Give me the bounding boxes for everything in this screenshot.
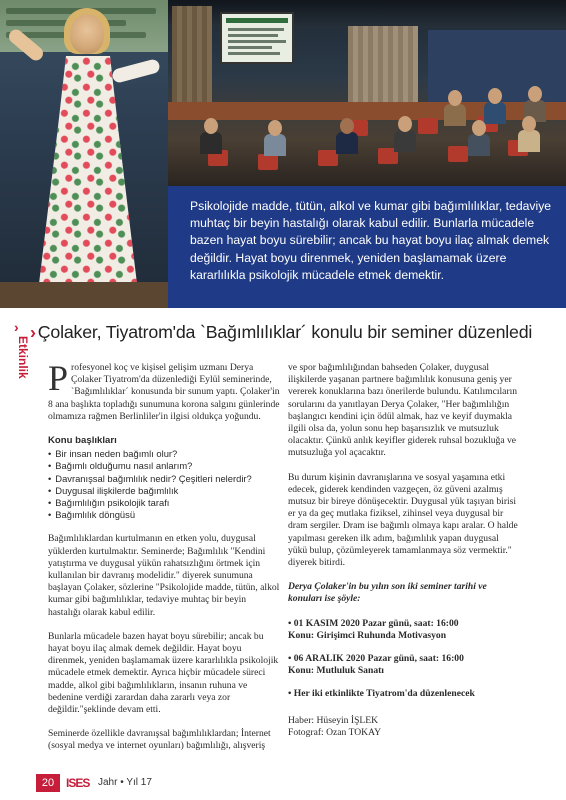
list-item: • Bağımlı olduğumu nasıl anlarım? — [48, 460, 193, 472]
issue-label: Jahr • Yıl 17 — [98, 777, 152, 788]
pull-quote-caption — [168, 186, 566, 308]
page-footer — [0, 772, 566, 800]
credits — [288, 715, 520, 739]
list-item: • Bağımlılığın psikolojik tarafı — [48, 497, 170, 509]
list-item: • Bir insan neden bağımlı olur? — [48, 448, 178, 460]
projector-screen — [220, 12, 294, 64]
event-topic: Konu: Girişimci Ruhunda Motivasyon — [288, 629, 447, 641]
intro-text: rofesyonel koç ve kişisel gelişim uzmanı Derya Çolaker Tiyatrom'da düzenlediği Eylül seminerinde, `Bağımlılıklar´ konusunda bir sunum yaptı. Çolaker'in 8 ana başlıkta topladığı sunumuna korona salgını günlerinde olmamıza rağmen Berlinliler'in ilgisi oldukça yoğundu. — [48, 362, 280, 422]
section-label: Etkinlik — [16, 336, 30, 379]
chevron-right-icon: › — [14, 319, 19, 335]
caption-text: Psikolojide madde, tütün, alkol ve kumar gibi bağımlılıklar, tedaviye muhtaç bir beyin hastalığı olarak kabul edilir. Bunlarla mücadele bazen hayat boyu sürebilir; ancak bu hayat boyu ilaç almak demek değildir. Hayat boyu direnmek, yeniden başlamamak üzere kararlılıkla psikolojik mücadele etmek demektir. — [190, 199, 552, 282]
article-headline — [30, 322, 560, 343]
audience-photo — [168, 0, 566, 186]
schedule-note: • Her iki etkinlikte Tiyatrom'da düzenlenecek — [288, 688, 475, 700]
schedule-event — [288, 618, 520, 642]
topics-title: Konu başlıkları — [48, 435, 117, 447]
body-paragraph: Bunlarla mücadele bazen hayat boyu sürebilir; ancak bu hayat boyu ilaç almak demek değildir. Hayat boyu direnmek, yeniden başlamamak üzere kararlılıkla psikolojik mücadele etmek demektir. Ayrıca hiçbir mücadele süreci madde, alkol gibi bağımlılıkların, insanın ruhuna ve bedenine verdiği zarardan daha zararlı veya zor değildir."şeklinde devam etti. — [48, 630, 279, 716]
body-paragraph: Seminerde özellikle davranışsal bağımlılıklardan; İnternet (sosyal medya ve internet oyunları) bağımlılığı, alışveriş — [48, 728, 271, 752]
magazine-logo: ISES — [66, 776, 90, 790]
page-number: 20 — [36, 774, 60, 792]
body-paragraph: ve spor bağımlılığından bahseden Çolaker, duygusal ilişkilerde yaşanan partnere bağımlılık konusuna geniş yer vererek konuklarına bazı önerilerde bulundu. Katılımcıların sorularını da yanıtlayan Derya Çolaker, "Her bağımlılığın başlangıcı kendini için ödül almak, haz ve keyif duymakla ilgili olsa da, yolun sonu hep başarısızlık ve mutsuzluk olacaktır. Çünkü anlık keyifler giderek ruhsal bozukluğa ve mutsuzluğa yol açacaktır. — [288, 362, 518, 459]
section-tag — [6, 320, 30, 382]
body-paragraph: Bu durum kişinin davranışlarına ve sosyal yaşamına etki edecek, giderek kendinden vazgeçen, öz güveni azalmış mutsuz bir bireye dönüşecektir. Duygusal yük taşıyan birisi er ya da geç mutlaka fiziksel, zihinsel veya duygusal bir dram sergiler. Dram ise bağımlı olmaya kapı aralar. O halde yapılması gereken ilk adım, bağımlılık yapan duygusal yükü bulup, çözümleyerek tamamlanmaya söz vermektir." diyerek bitirdi. — [288, 471, 518, 569]
topics-list — [48, 448, 280, 521]
drop-cap: P — [48, 358, 69, 398]
article-column-right — [288, 362, 520, 739]
intro-paragraph — [48, 358, 280, 423]
reporter-credit: Haber: Hüseyin İŞLEK — [288, 714, 379, 726]
body-paragraph: Bağımlılıklardan kurtulmanın en etken yolu, duygusal yüklerden kurtulmaktır. Seminerde; Bağımlılık "Kendini yatıştırma ve duygusal yükün rahatsızlığını örtmek için kullanılan bir davranış modelidir." diyerek sunumuna başlayan Çolaker, sözlerine "Psikolojide madde, tütün, alkol kumar gibi bağımlılıklar, tedaviye muhtaç bir beyin hastalığı olarak kabul edilir. — [48, 533, 280, 618]
list-item: • Duygusal ilişkilerde bağımlılık — [48, 484, 179, 496]
photographer-credit: Fotograf: Ozan TOKAY — [288, 726, 382, 738]
schedule-event — [288, 653, 520, 677]
schedule-intro: Derya Çolaker'in bu yılın son iki seminer tarihi ve konuları ise şöyle: — [288, 581, 487, 605]
event-date: • 06 ARALIK 2020 Pazar günü, saat: 16:00 — [288, 653, 464, 665]
headline-text: Çolaker, Tiyatrom'da `Bağımlılıklar´ konulu bir seminer düzenledi — [37, 322, 533, 342]
list-item: • Bağımlılık döngüsü — [48, 509, 136, 521]
event-date: • 01 KASIM 2020 Pazar günü, saat: 16:00 — [288, 617, 459, 629]
speaker-photo — [0, 0, 168, 308]
chevron-right-icon: › — [30, 322, 36, 342]
event-topic: Konu: Mutluluk Sanatı — [288, 665, 384, 677]
list-item: • Davranışsal bağımlılık nedir? Çeşitleri nelerdir? — [48, 472, 252, 484]
article-column-left — [48, 358, 280, 765]
